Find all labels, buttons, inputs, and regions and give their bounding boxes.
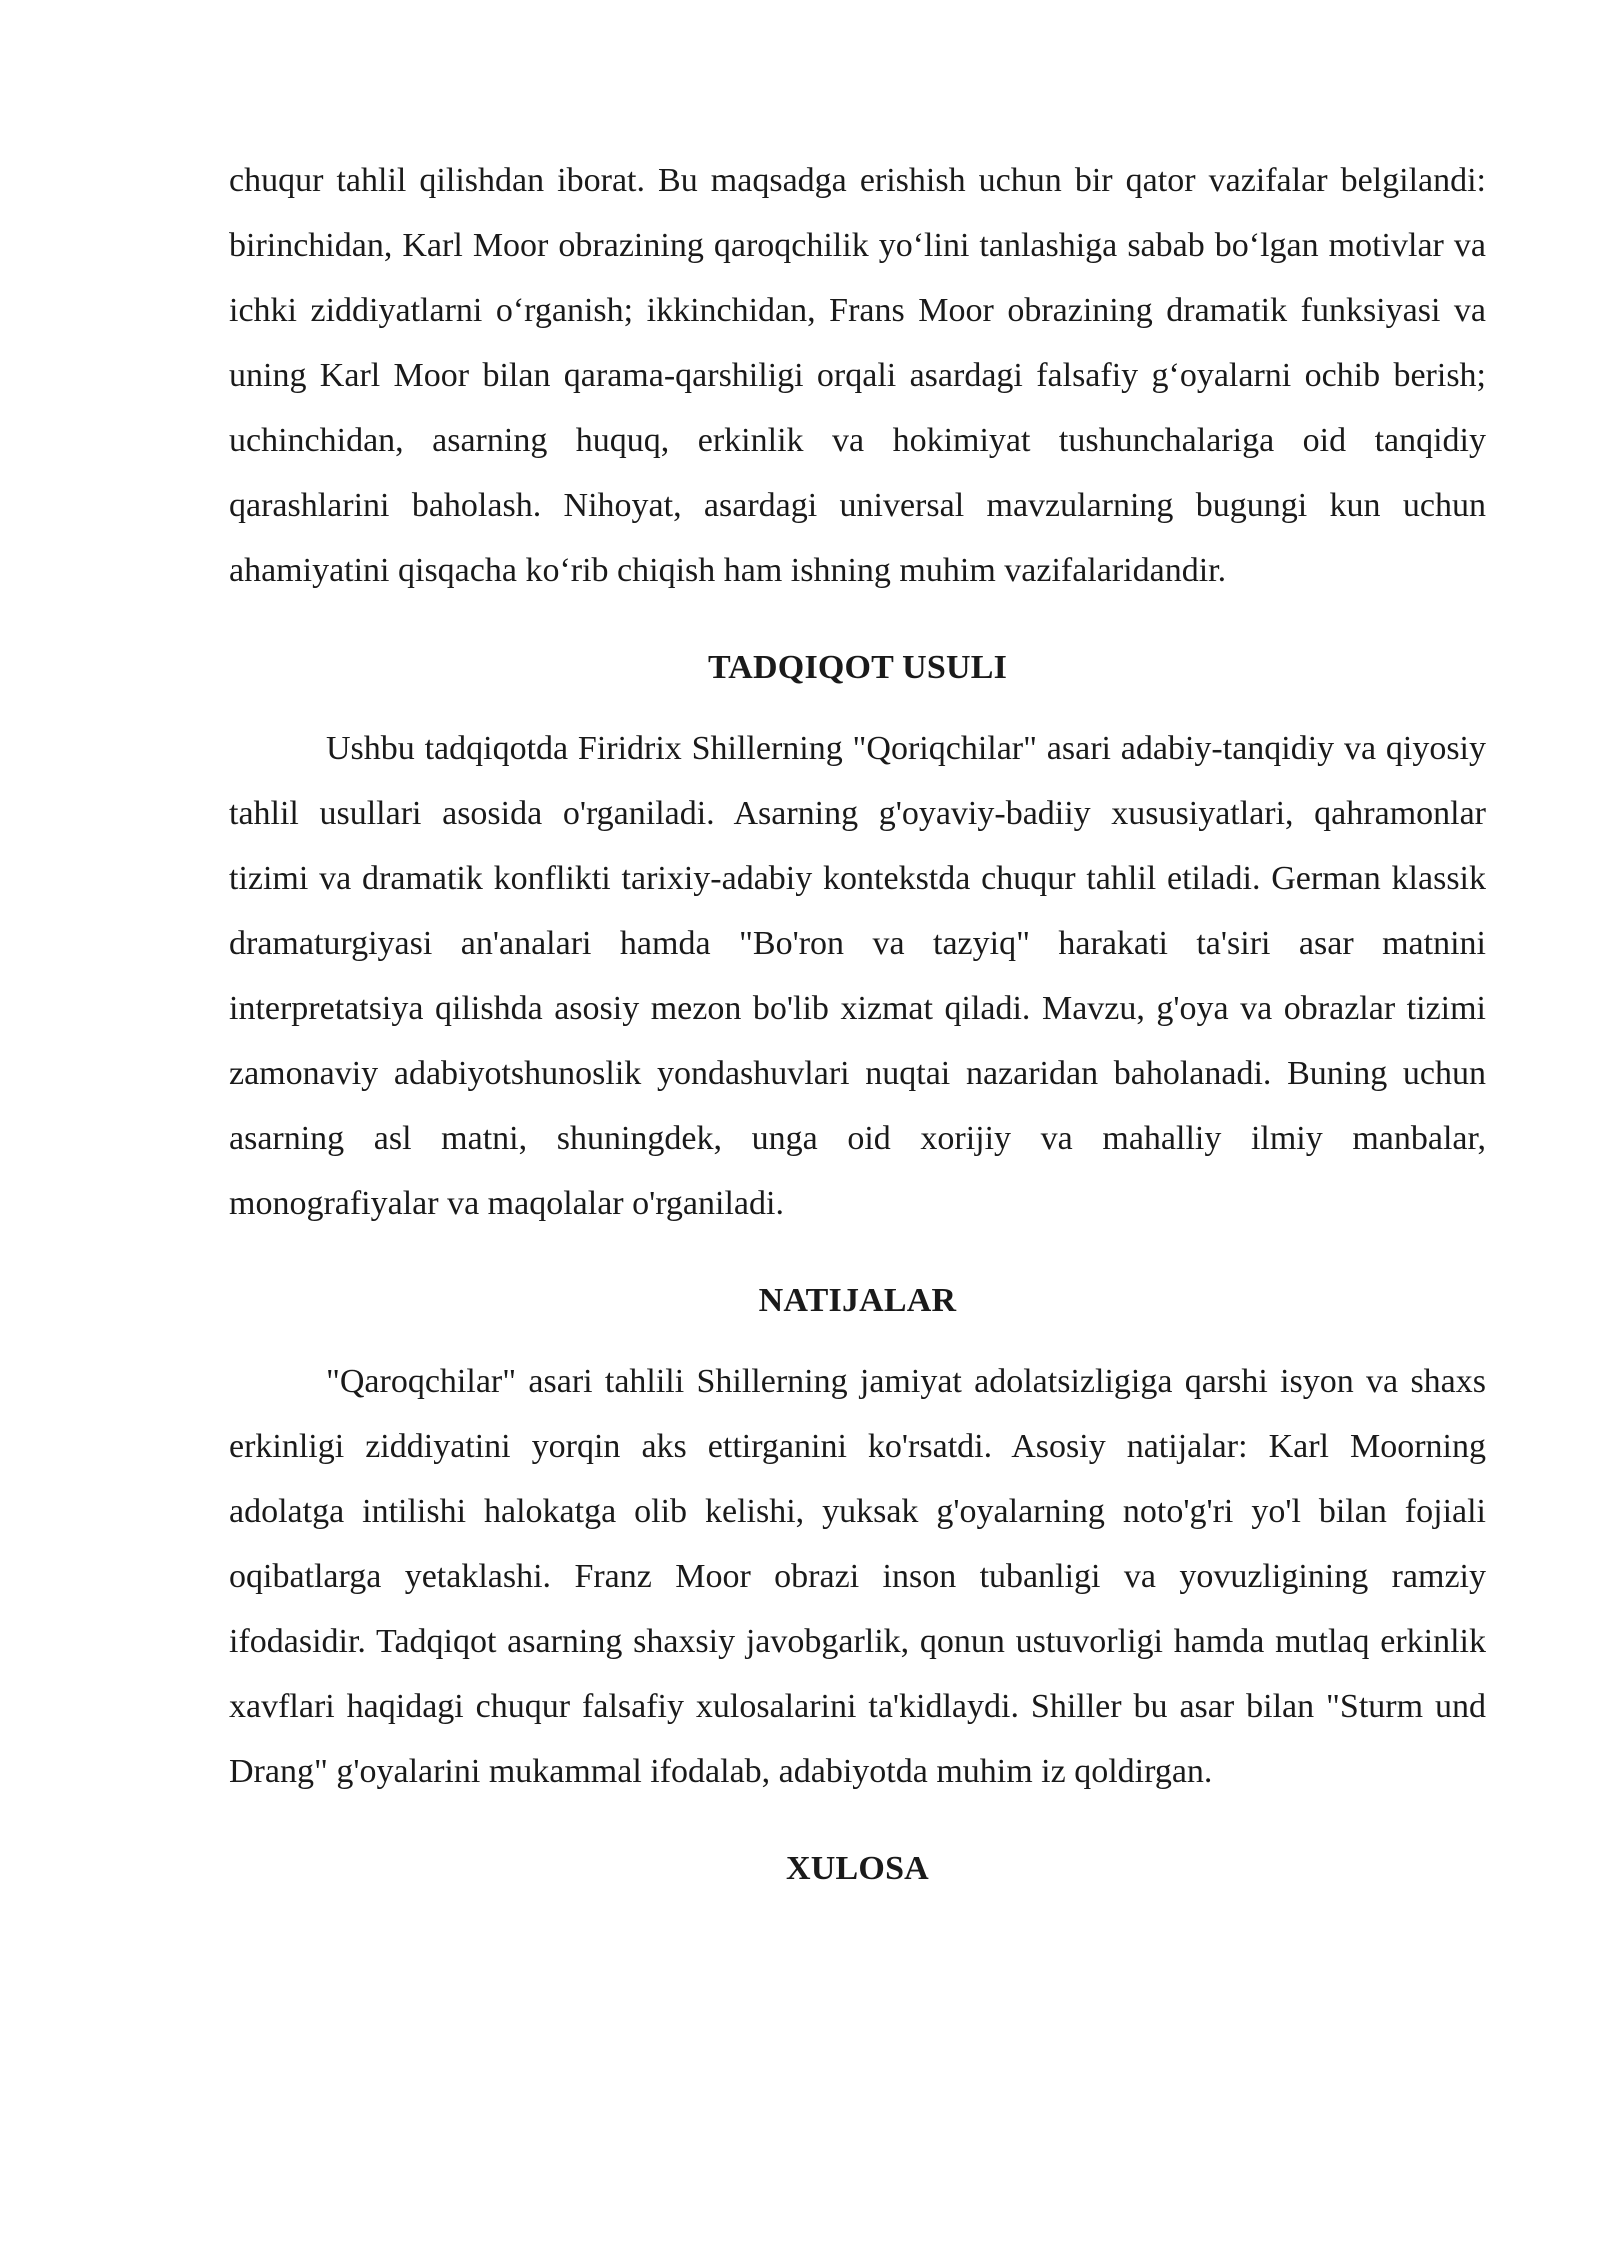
page-content [229,148,1486,1901]
section-heading-conclusion: XULOSA [786,1850,929,1887]
section-heading-results: NATIJALAR [758,1282,957,1319]
results-paragraph: "Qaroqchilar" asari tahlili Shillerning jamiyat adolatsizligiga qarshi isyon va shaxs erkinligi ziddiyatini yorqin aks ettirganini ko'rsatdi. Asosiy natijalar: Karl Moorning adolatga intilishi halokatga olib kelishi, yuksak g'oyalarning noto'g'ri yo'l bilan fojiali oqibatlarga yetaklashi. Franz Moor obrazi inson tubanligi va yovuzligining ramziy ifodasidir. Tadqiqot asarning shaxsiy javobgarlik, qonun ustuvorligi hamda mutlaq erkinlik xavflari haqidagi chuqur falsafiy xulosalarini ta'kidlaydi. Shiller bu asar bilan "Sturm und Drang" g'oyalarini mukammal ifodalab, adabiyotda muhim iz qoldirgan. [229,1363,1486,1790]
methods-paragraph: Ushbu tadqiqotda Firidrix Shillerning "Qoriqchilar" asari adabiy-tanqidiy va qiyosiy tahlil usullari asosida o'rganiladi. Asarning g'oyaviy-badiiy xususiyatlari, qahramonlar tizimi va dramatik konflikti tarixiy-adabiy kontekstda chuqur tahlil etiladi. German klassik dramaturgiyasi an'analari hamda "Bo'ron va tazyiq" harakati ta'siri asar matnini interpretatsiya qilishda asosiy mezon bo'lib xizmat qiladi. Mavzu, g'oya va obrazlar tizimi zamonaviy adabiyotshunoslik yondashuvlari nuqtai nazaridan baholanadi. Buning uchun asarning asl matni, shuningdek, unga oid xorijiy va mahalliy ilmiy manbalar, monografiyalar va maqolalar o'rganiladi. [229,730,1486,1222]
intro-paragraph: chuqur tahlil qilishdan iborat. Bu maqsadga erishish uchun bir qator vazifalar belgilandi: birinchidan, Karl Moor obrazining qaroqchilik yo‘lini tanlashiga sabab bo‘lgan motivlar va ichki ziddiyatlarni o‘rganish; ikkinchidan, Frans Moor obrazining dramatik funksiyasi va uning Karl Moor bilan qarama-qarshiligi orqali asardagi falsafiy g‘oyalarni ochib berish; uchinchidan, asarning huquq, erkinlik va hokimiyat tushunchalariga oid tanqidiy qarashlarini baholash. Nihoyat, asardagi universal mavzularning bugungi kun uchun ahamiyatini qisqacha ko‘rib chiqish ham ishning muhim vazifalaridandir. [229,162,1486,589]
section-heading-methods: TADQIQOT USULI [707,649,1008,686]
